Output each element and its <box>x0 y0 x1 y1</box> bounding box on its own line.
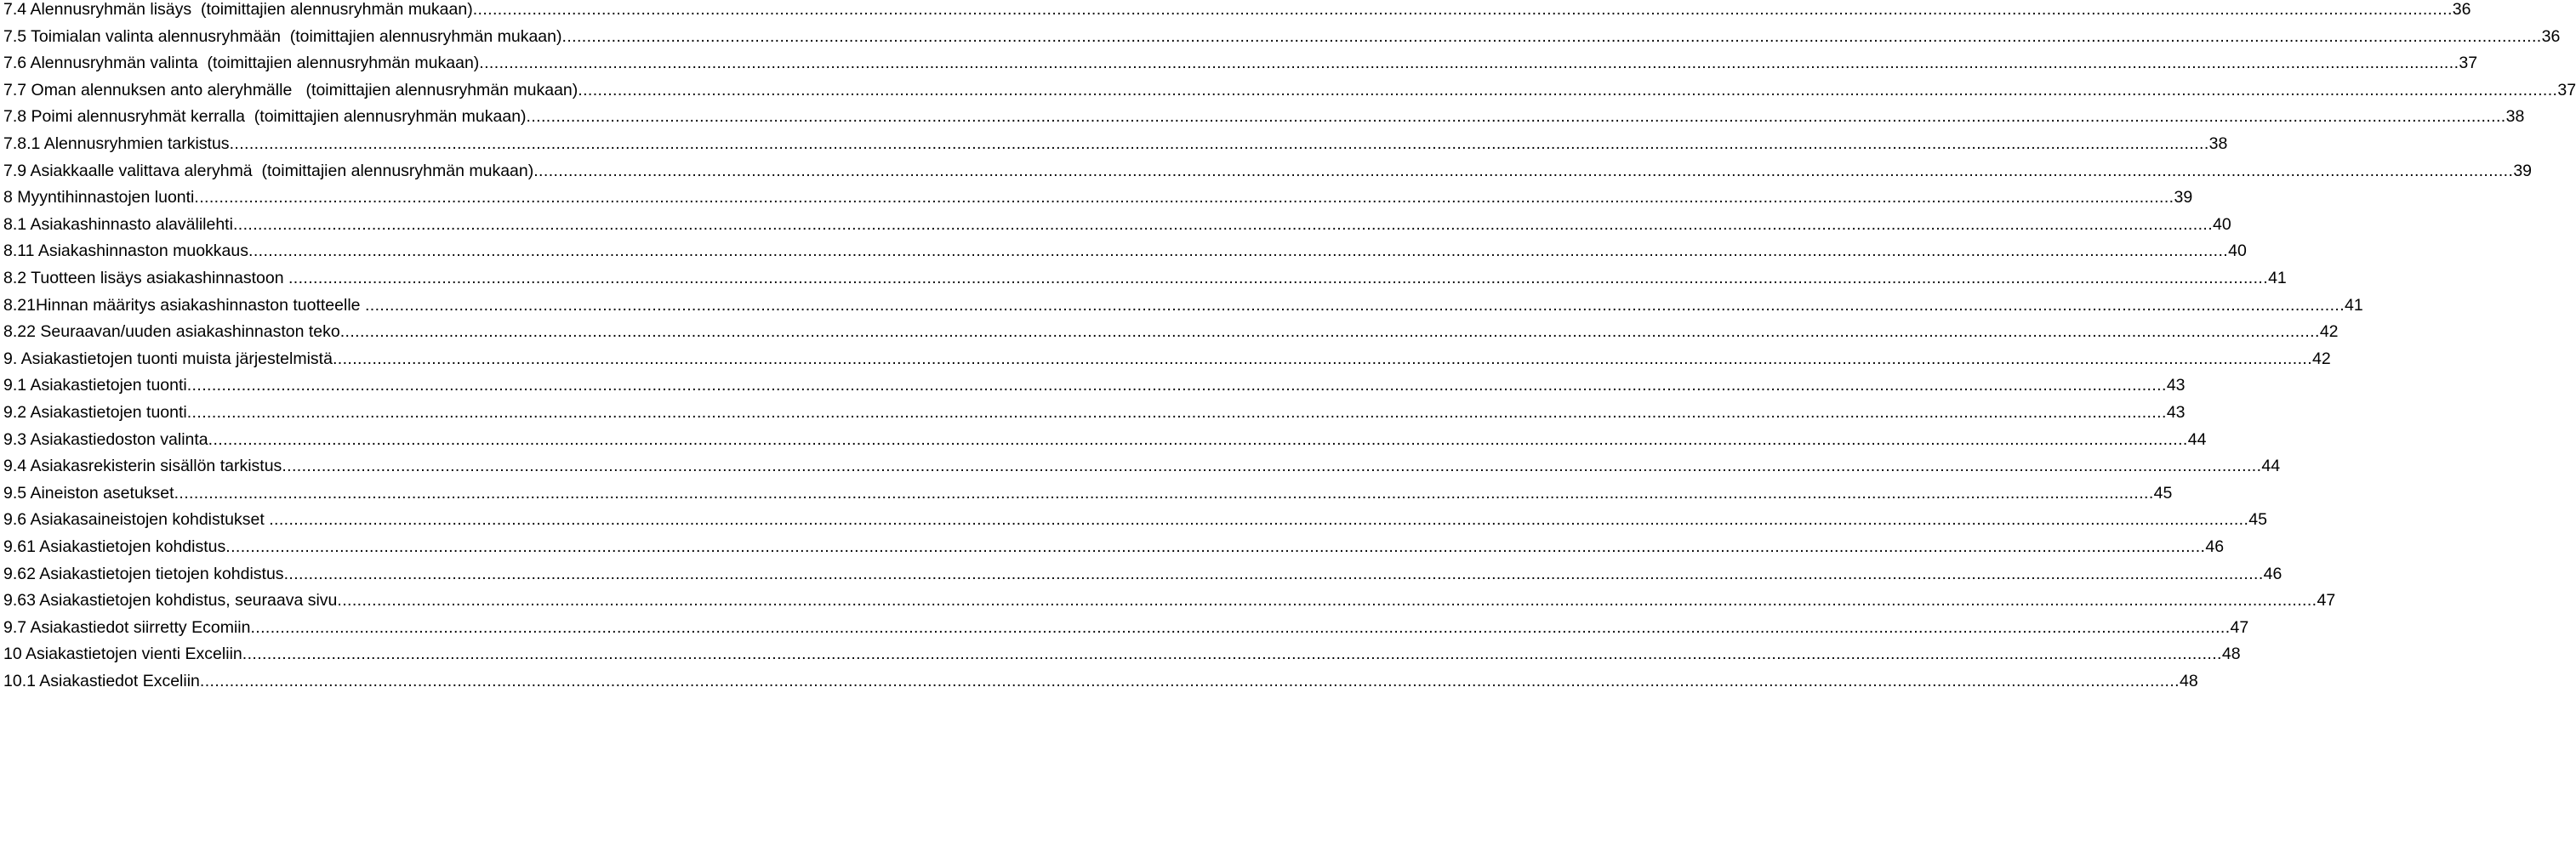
toc-entry-title: 9.6 Asiakasaineistojen kohdistukset <box>3 510 270 530</box>
toc-entry-page-number: 44 <box>2261 457 2281 476</box>
toc-dot-leader: ................................................................................................................................................................................................................................................................................................................................................................................................................ <box>282 457 2262 476</box>
toc-entry[interactable] <box>3 102 2525 127</box>
toc-entry[interactable] <box>3 264 2287 287</box>
toc-entry-page-number: 43 <box>2166 403 2186 422</box>
toc-entry[interactable] <box>3 129 2228 153</box>
toc-entry-title: 8.21Hinnan määritys asiakashinnaston tuotteelle <box>3 295 365 315</box>
toc-entry-title: 7.8 Poimi alennusryhmät kerralla (toimittajien alennusryhmän mukaan) <box>3 107 527 127</box>
toc-entry[interactable] <box>3 291 2363 315</box>
toc-entry[interactable] <box>3 452 2281 476</box>
toc-entry[interactable] <box>3 344 2331 368</box>
toc-entry-title: 9.4 Asiakasrekisterin sisällön tarkistus <box>3 457 282 476</box>
toc-entry[interactable] <box>3 183 2193 207</box>
toc-entry-page-number: 48 <box>2221 645 2241 664</box>
toc-entry-title: 7.5 Toimialan valinta alennusryhmään (toimittajien alennusryhmän mukaan) <box>3 26 562 46</box>
toc-entry-title: 9.2 Asiakastietojen tuonti <box>3 403 187 422</box>
toc-entry-title: 8.22 Seuraavan/uuden asiakashinnaston teko <box>3 322 340 342</box>
toc-entry[interactable] <box>3 317 2339 342</box>
toc-entry-page-number: 41 <box>2345 295 2363 315</box>
toc-dot-leader: ................................................................................................................................................................................................................................................................................................................................................................................................................ <box>186 403 2167 422</box>
toc-dot-leader: ................................................................................................................................................................................................................................................................................................................................................................................................................ <box>232 214 2214 234</box>
toc-entry-page-number: 44 <box>2187 429 2207 449</box>
toc-entry-page-number: 40 <box>2228 241 2247 261</box>
toc-entry[interactable] <box>3 76 2576 99</box>
toc-entry-page-number: 42 <box>2312 349 2331 368</box>
toc-dot-leader: ................................................................................................................................................................................................................................................................................................................................................................................................................ <box>199 672 2180 690</box>
toc-dot-leader: ................................................................................................................................................................................................................................................................................................................................................................................................................ <box>174 483 2154 503</box>
toc-entry-page-number: 47 <box>2230 617 2249 637</box>
toc-entry-page-number: 37 <box>2557 80 2576 99</box>
toc-entry-title: 10 Asiakastietojen vienti Exceliin <box>3 645 242 664</box>
toc-entry-title: 9.3 Asiakastiedoston valinta <box>3 429 208 449</box>
toc-entry[interactable] <box>3 398 2186 422</box>
toc-entry[interactable] <box>3 425 2207 449</box>
toc-entry-page-number: 37 <box>2459 54 2478 73</box>
toc-dot-leader: ................................................................................................................................................................................................................................................................................................................................................................................................................ <box>269 510 2249 530</box>
toc-entry-title: 9. Asiakastietojen tuonti muista järjestelmistä <box>3 349 333 368</box>
toc-dot-leader: ................................................................................................................................................................................................................................................................................................................................................................................................................ <box>472 0 2453 19</box>
toc-entry-page-number: 38 <box>2208 134 2228 153</box>
toc-entry-title: 9.62 Asiakastietojen tietojen kohdistus <box>3 564 284 583</box>
toc-dot-leader: ................................................................................................................................................................................................................................................................................................................................................................................................................ <box>339 322 2320 342</box>
toc-entry[interactable] <box>3 236 2247 261</box>
toc-entry[interactable] <box>3 22 2561 46</box>
toc-entry-title: 9.61 Asiakastietojen kohdistus <box>3 537 226 556</box>
toc-entry-title: 8.11 Asiakashinnaston muokkaus <box>3 241 248 261</box>
toc-entry-page-number: 36 <box>2452 0 2471 19</box>
toc-entry-title: 7.9 Asiakkaalle valittava aleryhmä (toimittajien alennusryhmän mukaan) <box>3 161 534 180</box>
toc-dot-leader: ................................................................................................................................................................................................................................................................................................................................................................................................................ <box>242 645 2222 664</box>
toc-entry-page-number: 45 <box>2153 483 2173 503</box>
toc-dot-leader: ................................................................................................................................................................................................................................................................................................................................................................................................................ <box>194 188 2174 207</box>
toc-entry[interactable] <box>3 210 2231 234</box>
toc-entry-title: 8 Myyntihinnastojen luonti <box>3 188 195 207</box>
toc-entry[interactable] <box>3 667 2198 690</box>
toc-entry-title: 10.1 Asiakastiedot Exceliin <box>3 672 200 690</box>
toc-entry-page-number: 40 <box>2213 214 2231 234</box>
toc-entry[interactable] <box>3 371 2186 395</box>
toc-dot-leader: ................................................................................................................................................................................................................................................................................................................................................................................................................ <box>283 564 2264 583</box>
toc-entry-page-number: 39 <box>2174 188 2193 207</box>
toc-dot-leader: ................................................................................................................................................................................................................................................................................................................................................................................................................ <box>229 134 2209 153</box>
toc-entry[interactable] <box>3 613 2249 637</box>
toc-entry-page-number: 47 <box>2317 591 2336 611</box>
toc-entry[interactable] <box>3 639 2241 664</box>
toc-entry-page-number: 46 <box>2263 564 2282 583</box>
toc-dot-leader: ................................................................................................................................................................................................................................................................................................................................................................................................................ <box>248 241 2229 261</box>
toc-dot-leader: ................................................................................................................................................................................................................................................................................................................................................................................................................ <box>225 537 2206 556</box>
toc-entry-title: 9.63 Asiakastietojen kohdistus, seuraava sivu <box>3 591 338 611</box>
toc-entry-title: 9.7 Asiakastiedot siirretty Ecomiin <box>3 617 251 637</box>
toc-entry-title: 7.6 Alennusryhmän valinta (toimittajien alennusryhmän mukaan) <box>3 54 480 73</box>
toc-dot-leader: ................................................................................................................................................................................................................................................................................................................................................................................................................ <box>250 617 2231 637</box>
toc-entry-page-number: 45 <box>2248 510 2267 530</box>
toc-entry-title: 9.1 Asiakastietojen tuonti <box>3 376 187 395</box>
toc-dot-leader: ................................................................................................................................................................................................................................................................................................................................................................................................................ <box>337 591 2317 611</box>
toc-entry-title: 8.1 Asiakashinnasto alavälilehti <box>3 214 233 234</box>
toc-entry-title: 7.8.1 Alennusryhmien tarkistus <box>3 134 230 153</box>
toc-dot-leader: ................................................................................................................................................................................................................................................................................................................................................................................................................ <box>288 269 2269 287</box>
toc-dot-leader: ................................................................................................................................................................................................................................................................................................................................................................................................................ <box>208 429 2188 449</box>
toc-entry[interactable] <box>3 48 2478 73</box>
toc-entry-page-number: 48 <box>2179 672 2198 690</box>
toc-entry-page-number: 42 <box>2319 322 2339 342</box>
toc-entry-title: 7.4 Alennusryhmän lisäys (toimittajien alennusryhmän mukaan) <box>3 0 473 19</box>
toc-entry-page-number: 46 <box>2205 537 2225 556</box>
toc-entry[interactable] <box>3 0 2471 19</box>
toc-entry[interactable] <box>3 586 2336 611</box>
toc-entry[interactable] <box>3 156 2533 180</box>
toc-entry-page-number: 41 <box>2268 269 2287 287</box>
toc-entry-page-number: 39 <box>2513 161 2533 180</box>
toc-dot-leader: ................................................................................................................................................................................................................................................................................................................................................................................................................ <box>526 107 2506 127</box>
toc-dot-leader: ................................................................................................................................................................................................................................................................................................................................................................................................................ <box>533 161 2514 180</box>
toc-entry[interactable] <box>3 559 2282 583</box>
toc-dot-leader: ................................................................................................................................................................................................................................................................................................................................................................................................................ <box>578 80 2558 99</box>
toc-dot-leader: ................................................................................................................................................................................................................................................................................................................................................................................................................ <box>364 295 2345 315</box>
toc-entry[interactable] <box>3 532 2225 556</box>
toc-entry-title: 9.5 Aineiston asetukset <box>3 483 174 503</box>
toc-entry-page-number: 43 <box>2166 376 2186 395</box>
toc-dot-leader: ................................................................................................................................................................................................................................................................................................................................................................................................................ <box>332 349 2313 368</box>
toc-entry-page-number: 36 <box>2541 26 2561 46</box>
toc-dot-leader: ................................................................................................................................................................................................................................................................................................................................................................................................................ <box>186 376 2167 395</box>
toc-entry[interactable] <box>3 505 2267 530</box>
toc-entry-title: 7.7 Oman alennuksen anto aleryhmälle (toimittajien alennusryhmän mukaan) <box>3 80 578 99</box>
toc-dot-leader: ................................................................................................................................................................................................................................................................................................................................................................................................................ <box>479 54 2459 73</box>
toc-dot-leader: ................................................................................................................................................................................................................................................................................................................................................................................................................ <box>561 26 2542 46</box>
toc-entry-page-number: 38 <box>2505 107 2525 127</box>
toc-entry-title: 8.2 Tuotteen lisäys asiakashinnastoon <box>3 269 288 287</box>
toc-entry[interactable] <box>3 479 2173 503</box>
